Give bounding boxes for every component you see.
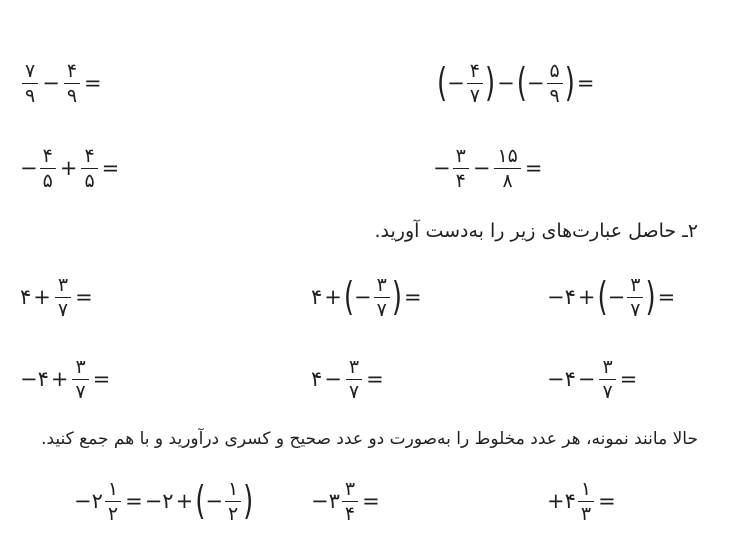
expr-7-9-minus-4-9 (20, 60, 104, 107)
expr-4-plus-neg3-7: ۴ + ( − $\frac{۳}{۷}$ ) = (311, 274, 422, 321)
fraction: $\frac{۱}{۲}$ (225, 478, 241, 525)
fraction: $\frac{۳}{۷}$ (72, 356, 88, 403)
mixed-neg3-3-4: −۳ $\frac{۳}{۴}$ = (311, 478, 380, 525)
fraction: $\frac{۴}{۹}$ (64, 60, 80, 107)
fraction: $\frac{۱}{۳}$ (578, 478, 594, 525)
expr-4-plus-3-7: ۴ + $\frac{۳}{۷}$ = (20, 274, 93, 321)
minus-sign: − (42, 71, 60, 95)
fraction: $\frac{۷}{۹}$ (22, 60, 38, 107)
fraction: $\frac{۱}{۲}$ (105, 478, 121, 525)
expr-neg4-5-plus-4-5: − $\frac{۴}{۵}$ + $\frac{۴}{۵}$ = (20, 145, 120, 192)
fraction: $\frac{۳}{۷}$ (374, 274, 390, 321)
example-neg2-1-2: −۲ $\frac{۱}{۲}$ = −۲ + ( − $\frac{۱}{۲}$ ) (74, 478, 254, 525)
section-2-heading: ۲ـ حاصل عبارت‌های زیر را به‌دست آورید. (374, 220, 698, 242)
fraction: $\frac{۳}{۷}$ (346, 356, 362, 403)
expr-neg4-plus-3-7: −۴ + $\frac{۳}{۷}$ = (20, 356, 111, 403)
mixed-number-instruction: حالا مانند نمونه، هر عدد مخلوط را به‌صورت دو عدد صحیح و کسری درآورید و با هم جمع کنید. (41, 429, 698, 449)
expr-neg4-7-minus-neg5-9: ( − $\frac{۴}{۷}$ ) − ( − $\frac{۵}{۹}$ ) = (437, 60, 595, 107)
fraction: $\frac{۳}{۴}$ (453, 145, 469, 192)
equals-sign: = (84, 71, 102, 95)
fraction: $\frac{۵}{۹}$ (547, 60, 563, 107)
fraction: $\frac{۴}{۵}$ (81, 145, 97, 192)
fraction: $\frac{۴}{۷}$ (467, 60, 483, 107)
expr-neg4-plus-neg3-7: −۴ + ( − $\frac{۳}{۷}$ ) = (547, 274, 676, 321)
fraction: $\frac{۱۵}{۸}$ (494, 145, 520, 192)
mixed-plus4-1-3: +۴ $\frac{۱}{۳}$ = (547, 478, 616, 525)
fraction: $\frac{۴}{۵}$ (40, 145, 56, 192)
expr-neg3-4-minus-15-8: − $\frac{۳}{۴}$ − $\frac{۱۵}{۸}$ = (433, 145, 543, 192)
expr-neg4-minus-3-7: −۴ − $\frac{۳}{۷}$ = (547, 356, 638, 403)
fraction: $\frac{۳}{۷}$ (627, 274, 643, 321)
fraction: $\frac{۳}{۴}$ (342, 478, 358, 525)
fraction: $\frac{۳}{۷}$ (599, 356, 615, 403)
fraction: $\frac{۳}{۷}$ (55, 274, 71, 321)
expr-4-minus-3-7: ۴ − $\frac{۳}{۷}$ = (311, 356, 384, 403)
